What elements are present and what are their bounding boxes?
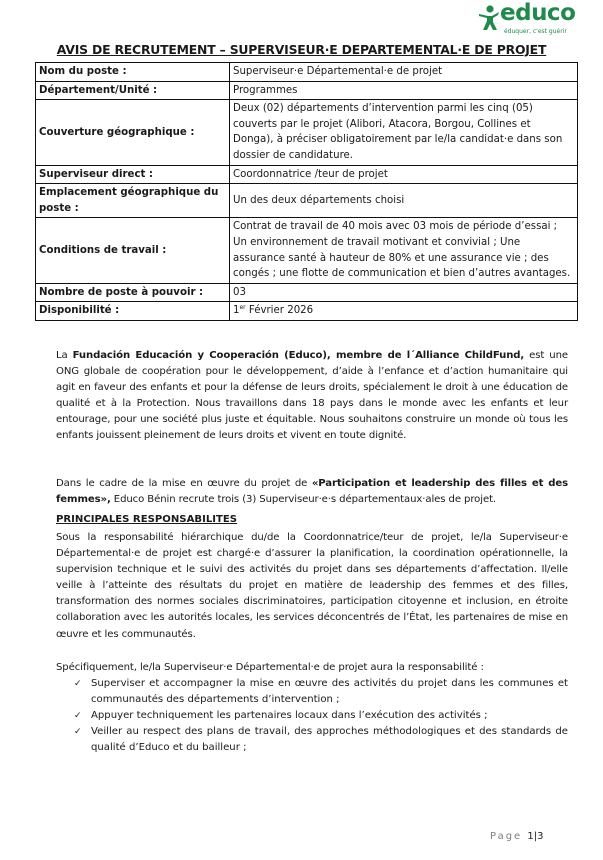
row-value: Contrat de travail de 40 mois avec 03 mois de période d’essai ; Un environnement de travail motivant et convivial ; Une assurance santé à hauteur de 80% et une assurance vie ; des congés ; une flotte de communication et bien d’autres avantages. bbox=[230, 218, 578, 283]
row-value: Coordonnatrice /teur de projet bbox=[230, 165, 578, 184]
specific-responsibilities-intro: Spécifiquement, le/la Superviseur·e Départemental·e de projet aura la responsabilité : bbox=[56, 662, 484, 673]
row-label: Département/Unité : bbox=[36, 81, 230, 100]
organization-intro-paragraph bbox=[56, 348, 568, 445]
project-prefix: Dans le cadre de la mise en œuvre du projet de bbox=[56, 478, 312, 489]
row-value: Programmes bbox=[230, 81, 578, 100]
table-row bbox=[36, 218, 578, 283]
row-label: Nom du poste : bbox=[36, 63, 230, 82]
row-label: Conditions de travail : bbox=[36, 218, 230, 283]
table-row bbox=[36, 283, 578, 302]
row-value: Un des deux départements choisi bbox=[230, 184, 578, 218]
date-rest: Février 2026 bbox=[245, 305, 314, 317]
row-value: Deux (02) départements d’intervention parmi les cinq (05) couverts par le projet (Alibori, Atacora, Borgou, Collines et Donga), à préciser obligatoirement par le/la candidat·e dans son dossier de candidature. bbox=[230, 100, 578, 165]
row-value: Superviseur·e Départemental·e de projet bbox=[230, 63, 578, 82]
table-row bbox=[36, 81, 578, 100]
total-pages: 3 bbox=[537, 831, 544, 842]
table-row bbox=[36, 302, 578, 321]
row-label: Nombre de poste à pouvoir : bbox=[36, 283, 230, 302]
page-number bbox=[490, 831, 544, 842]
row-label: Couverture géographique : bbox=[36, 100, 230, 165]
page-title: AVIS DE RECRUTEMENT – SUPERVISEUR·E DEPARTEMENTAL·E DE PROJET bbox=[56, 42, 547, 57]
responsibilities-paragraph: Sous la responsabilité hiérarchique du/de la Coordonnatrice/teur de projet, le/la Superviseur·e Départemental·e de projet est chargé·e d’assurer la planification, la coordination opérationnelle, la supervision technique et le suivi des activités du projet dans ses départements d’affectation. Il/elle veille à l’atteinte des résultats du projet en matière de leadership des femmes et des filles, transformation des normes sociales discriminatoires, participation citoyenne et inclusion, en étroite collaboration avec les autorités locales, les services déconcentrés de l’État, les partenaires de mise en œuvre et les communautés. bbox=[56, 532, 568, 640]
job-info-table bbox=[35, 62, 578, 321]
page-separator: | bbox=[533, 831, 538, 842]
row-label: Superviseur direct : bbox=[36, 165, 230, 184]
responsibilities-list bbox=[74, 676, 568, 756]
row-label: Disponibilité : bbox=[36, 302, 230, 321]
intro-prefix: La bbox=[56, 350, 73, 361]
intro-rest: est une ONG globale de coopération pour le développement, d’aide à l’enfance et d’action humanitaire qui agit en faveur des enfants et pour la défense de leurs droits, spécialement le droit à une éducation de qualité et à la Protection. Nous travaillons dans 18 pays dans le monde avec les enfants et leur entourage, pour une société plus juste et équitable. Nous souhaitons construire un monde où tous les enfants jouissent pleinement de leurs droits et vivent en toute dignité. bbox=[56, 350, 568, 442]
list-item bbox=[74, 708, 568, 724]
responsibilities-heading: PRINCIPALES RESPONSABILITES bbox=[56, 514, 238, 525]
list-item-text: Superviser et accompagner la mise en œuvre des activités du projet dans les communes et communautés des départements d’intervention ; bbox=[91, 678, 568, 706]
organization-name: Fundación Educación y Cooperación (Educo), membre de l´Alliance ChildFund, bbox=[72, 350, 525, 361]
current-page: 1 bbox=[527, 831, 534, 842]
logo-wordmark: educo bbox=[500, 0, 576, 26]
checkmark-icon: ✓ bbox=[74, 679, 82, 689]
educo-logo bbox=[478, 0, 596, 37]
row-label: Emplacement géographique du poste : bbox=[36, 184, 230, 218]
list-item bbox=[74, 676, 568, 708]
list-item-text: Veiller au respect des plans de travail, des approches méthodologiques et des standards de qualité d’Educo et du bailleur ; bbox=[91, 726, 568, 754]
checkmark-icon: ✓ bbox=[74, 727, 82, 738]
project-rest: Educo Bénin recrute trois (3) Superviseur·e·s départementaux·ales de projet. bbox=[110, 494, 497, 506]
project-paragraph bbox=[56, 476, 568, 508]
page-label: Page bbox=[490, 831, 523, 842]
list-item bbox=[74, 724, 568, 756]
date-ordinal: er bbox=[239, 304, 246, 312]
project-name: «Participation et leadership des filles et des femmes», bbox=[56, 478, 569, 506]
table-row bbox=[36, 100, 578, 165]
logo-tagline: éduquer, c'est guérir bbox=[504, 28, 567, 35]
table-row bbox=[36, 184, 578, 218]
date-day: 1 bbox=[233, 305, 240, 317]
list-item-text: Appuyer techniquement les partenaires locaux dans l’exécution des activités ; bbox=[91, 710, 488, 722]
person-arms-raised-icon bbox=[478, 5, 500, 31]
table-row bbox=[36, 63, 578, 82]
row-value bbox=[230, 302, 578, 321]
table-row bbox=[36, 165, 578, 184]
checkmark-icon: ✓ bbox=[74, 711, 82, 722]
row-value: 03 bbox=[230, 283, 578, 302]
